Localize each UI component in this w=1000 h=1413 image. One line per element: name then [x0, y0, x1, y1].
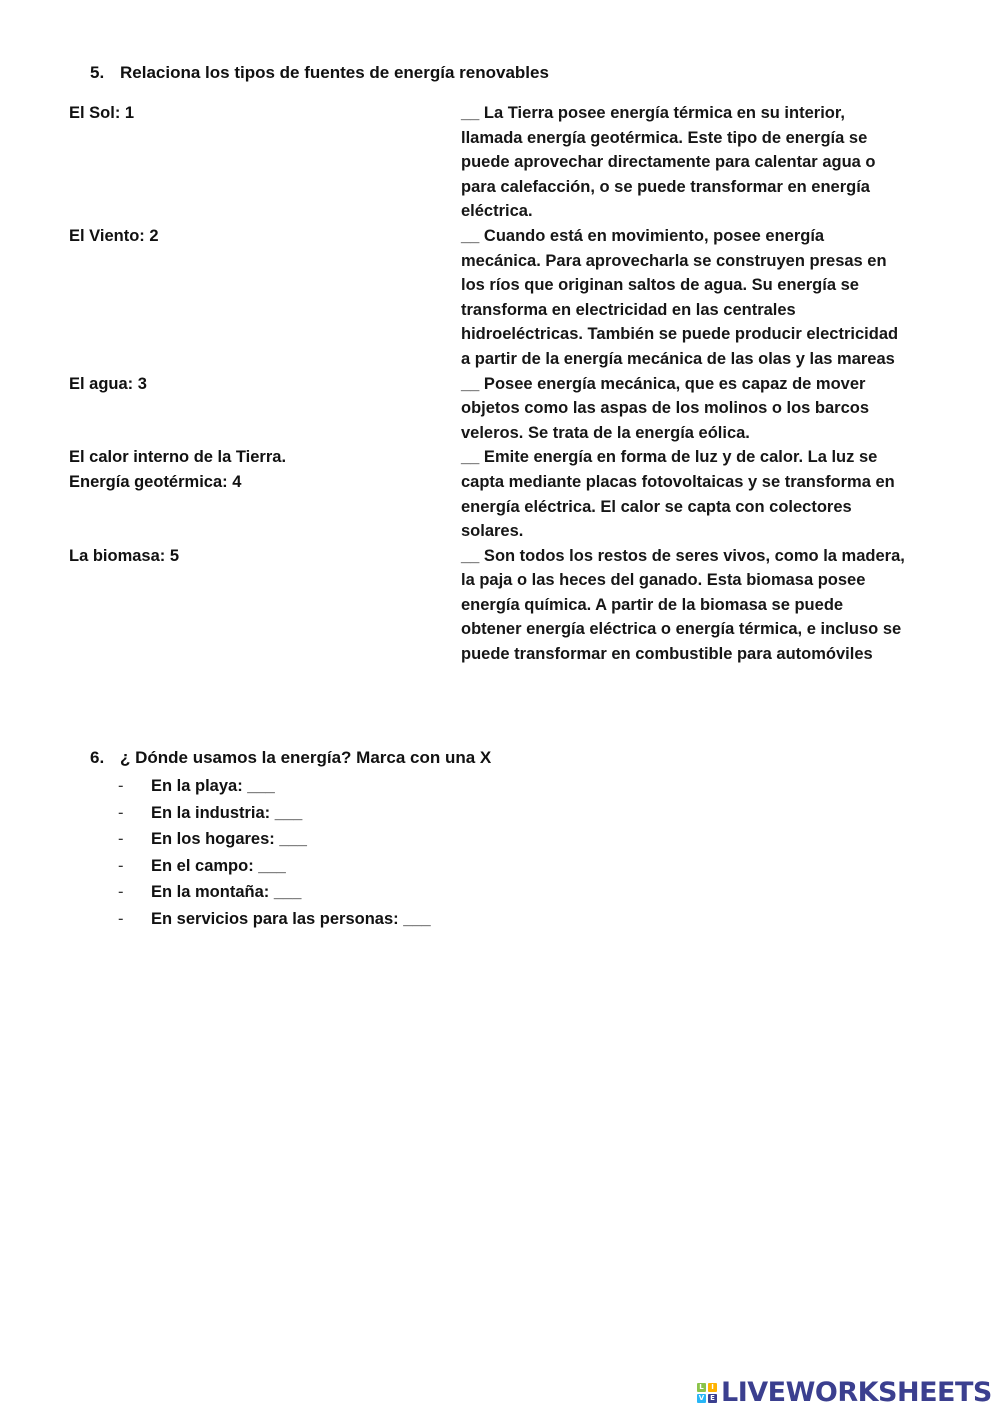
description-answer-line[interactable]: __ Son todos los restos de seres vivos, como la madera, — [461, 546, 905, 565]
energy-description — [461, 224, 936, 372]
logo-mark-square: I — [708, 1383, 717, 1392]
usage-item-label: En la industria: ___ — [151, 803, 303, 822]
match-row — [69, 544, 939, 667]
energy-source-line: El agua: 3 — [69, 374, 147, 393]
energy-source-label — [69, 544, 461, 569]
energy-description — [461, 445, 936, 543]
energy-description — [461, 372, 936, 446]
match-row — [69, 101, 939, 224]
usage-item-label: En la montaña: ___ — [151, 883, 302, 901]
energy-description — [461, 544, 936, 667]
dash-bullet-icon: - — [118, 803, 124, 822]
energy-source-line: El calor interno de la Tierra. — [69, 448, 287, 467]
description-line: transforma en electricidad en las centrales — [461, 300, 796, 319]
question-6-number: 6. — [90, 748, 105, 767]
dash-bullet-icon: - — [118, 777, 124, 795]
energy-source-line: La biomasa: 5 — [69, 546, 180, 565]
usage-list-item[interactable] — [118, 879, 431, 906]
question-6-title: ¿ Dónde usamos la energía? Marca con una X — [120, 748, 492, 767]
usage-item-label: En la playa: ___ — [151, 777, 275, 795]
description-line: eléctrica. — [461, 202, 533, 221]
description-line: energía eléctrica. El calor se capta con colectores — [461, 497, 852, 516]
description-answer-line[interactable]: __ Posee energía mecánica, que es capaz de mover — [461, 374, 866, 393]
description-line: capta mediante placas fotovoltaicas y se transforma en — [461, 472, 895, 491]
energy-source-label — [69, 101, 461, 126]
dash-bullet-icon: - — [118, 883, 124, 901]
description-answer-line[interactable]: __ Cuando está en movimiento, posee energía — [461, 226, 825, 245]
description-line: energía química. A partir de la biomasa se puede — [461, 595, 844, 614]
description-line: la paja o las heces del ganado. Esta biomasa posee — [461, 571, 866, 590]
energy-source-label — [69, 224, 461, 249]
question-5-heading — [90, 61, 549, 85]
description-line: mecánica. Para aprovecharla se construyen presas en — [461, 251, 887, 270]
energy-description — [461, 101, 936, 224]
usage-list-item[interactable] — [118, 853, 431, 880]
matching-table — [69, 101, 939, 667]
usage-item-label: En el campo: ___ — [151, 856, 286, 875]
description-line: obtener energía eléctrica o energía térmica, e incluso se — [461, 620, 902, 639]
usage-list-item[interactable] — [118, 826, 431, 853]
energy-source-label — [69, 372, 461, 397]
description-line: solares. — [461, 522, 524, 541]
logo-mark-square: V — [698, 1394, 705, 1402]
dash-bullet-icon: - — [118, 909, 124, 928]
match-row — [69, 445, 939, 543]
usage-item-label: En servicios para las personas: ___ — [151, 909, 431, 928]
logo-text: LIVEWORKSHEETS — [721, 1377, 992, 1408]
match-row — [69, 224, 939, 372]
description-answer-line[interactable]: __ La Tierra posee energía térmica en su interior, — [461, 104, 845, 122]
description-line: veleros. Se trata de la energía eólica. — [461, 423, 750, 442]
question-5-title: Relaciona los tipos de fuentes de energía renovables — [120, 63, 549, 82]
liveworksheets-logo — [697, 1377, 992, 1409]
description-line: los ríos que originan saltos de agua. Su energía se — [461, 276, 859, 295]
usage-list-item[interactable] — [118, 773, 431, 800]
energy-source-line: Energía geotérmica: 4 — [69, 472, 242, 491]
dash-bullet-icon: - — [118, 830, 124, 848]
logo-mark-icon — [697, 1383, 717, 1403]
description-answer-line[interactable]: __ Emite energía en forma de luz y de calor. La luz se — [461, 448, 878, 467]
energy-source-label — [69, 445, 461, 494]
description-line: puede aprovechar directamente para calentar agua o — [461, 153, 876, 172]
description-line: hidroeléctricas. También se puede producir electricidad — [461, 325, 899, 344]
description-line: a partir de la energía mecánica de las olas y las mareas — [461, 349, 895, 368]
description-line: objetos como las aspas de los molinos o los barcos — [461, 399, 870, 418]
usage-list-item[interactable] — [118, 800, 431, 827]
energy-usage-list — [118, 773, 431, 932]
dash-bullet-icon: - — [118, 856, 124, 875]
logo-mark-square: L — [697, 1383, 706, 1392]
usage-item-label: En los hogares: ___ — [151, 830, 307, 848]
match-row — [69, 372, 939, 446]
usage-list-item[interactable] — [118, 906, 431, 933]
energy-source-line: El Sol: 1 — [69, 104, 135, 122]
description-line: llamada energía geotérmica. Este tipo de energía se — [461, 128, 868, 147]
description-line: para calefacción, o se puede transformar en energía — [461, 177, 870, 196]
logo-mark-square: E — [708, 1394, 717, 1403]
question-5-number: 5. — [90, 63, 105, 82]
description-line: puede transformar en combustible para automóviles — [461, 645, 873, 664]
energy-source-line: El Viento: 2 — [69, 226, 159, 245]
question-6-heading — [90, 746, 491, 770]
